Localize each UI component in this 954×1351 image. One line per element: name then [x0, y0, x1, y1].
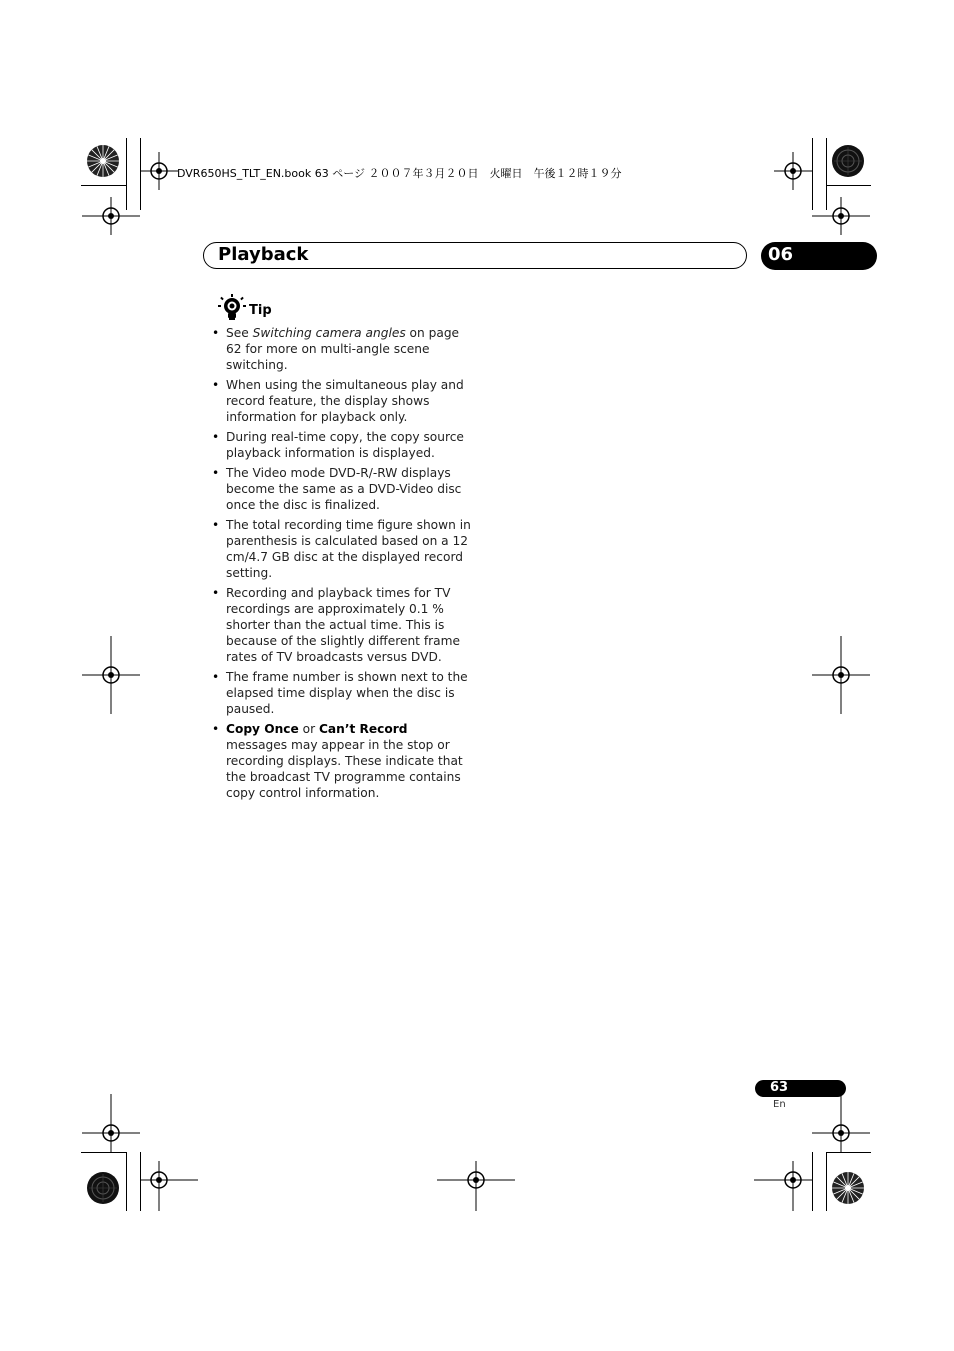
color-wheel-target-icon — [831, 1171, 865, 1205]
crop-mark — [126, 1152, 127, 1211]
crosshair-registration-mark-icon — [812, 636, 870, 714]
crosshair-registration-mark-icon — [82, 197, 140, 235]
message-name: Copy Once — [226, 722, 299, 736]
crosshair-registration-mark-icon — [812, 197, 870, 235]
page-number-badge — [755, 1080, 846, 1097]
crosshair-registration-mark-icon — [437, 1161, 515, 1211]
cross-reference: Switching camera angles — [252, 326, 406, 340]
list-item: • During real-time copy, the copy source playback information is displayed. — [212, 429, 472, 461]
color-wheel-target-icon — [831, 144, 865, 178]
list-item: • The Video mode DVD-R/-RW displays become the same as a DVD-Video disc once the disc is finalized. — [212, 465, 472, 513]
section-title: Playback — [218, 244, 309, 265]
crosshair-registration-mark-icon — [82, 636, 140, 714]
print-file-info: DVR650HS_TLT_EN.book 63 ページ ２００７年３月２０日 火曜日 午後１２時１９分 — [177, 167, 622, 180]
tip-label: Tip — [249, 303, 272, 318]
crosshair-registration-mark-icon — [774, 152, 812, 190]
crop-mark — [812, 1152, 813, 1211]
page-language: En — [773, 1099, 786, 1110]
tip-list — [212, 325, 472, 805]
crosshair-registration-mark-icon — [754, 1161, 812, 1211]
list-item: • When using the simultaneous play and record feature, the display shows information for playback only. — [212, 377, 472, 425]
crop-mark — [826, 185, 871, 186]
crosshair-registration-mark-icon — [82, 1094, 140, 1152]
crop-mark — [81, 1152, 126, 1153]
crosshair-registration-mark-icon — [812, 1094, 870, 1152]
crop-mark — [826, 1152, 871, 1153]
crosshair-registration-mark-icon — [140, 152, 178, 190]
list-item: • The total recording time figure shown in parenthesis is calculated based on a 12 cm/4.7 GB disc at the displayed record setting. — [212, 517, 472, 581]
crop-mark — [826, 1152, 827, 1211]
page-number: 63 — [770, 1080, 789, 1095]
crop-mark — [81, 185, 126, 186]
list-item: • The frame number is shown next to the elapsed time display when the disc is paused. — [212, 669, 472, 717]
message-name: Can’t Record — [318, 722, 408, 736]
crosshair-registration-mark-icon — [140, 1161, 198, 1211]
chapter-badge — [761, 242, 877, 270]
chapter-number: 06 — [768, 244, 794, 265]
lightbulb-icon — [218, 294, 246, 322]
color-wheel-target-icon — [86, 1171, 120, 1205]
list-item: • Recording and playback times for TV recordings are approximately 0.1 % shorter than the actual time. This is because of the slightly different frame rates of TV broadcasts versus DVD. — [212, 585, 472, 665]
list-item: • Copy Once or Can’t Record messages may appear in the stop or recording displays. These indicate that the broadcast TV programme contains copy control information. — [212, 721, 472, 801]
color-wheel-target-icon — [86, 144, 120, 178]
list-item: • See Switching camera angles on page 62 for more on multi-angle scene switching. — [212, 325, 472, 373]
section-header-bar — [203, 242, 747, 269]
